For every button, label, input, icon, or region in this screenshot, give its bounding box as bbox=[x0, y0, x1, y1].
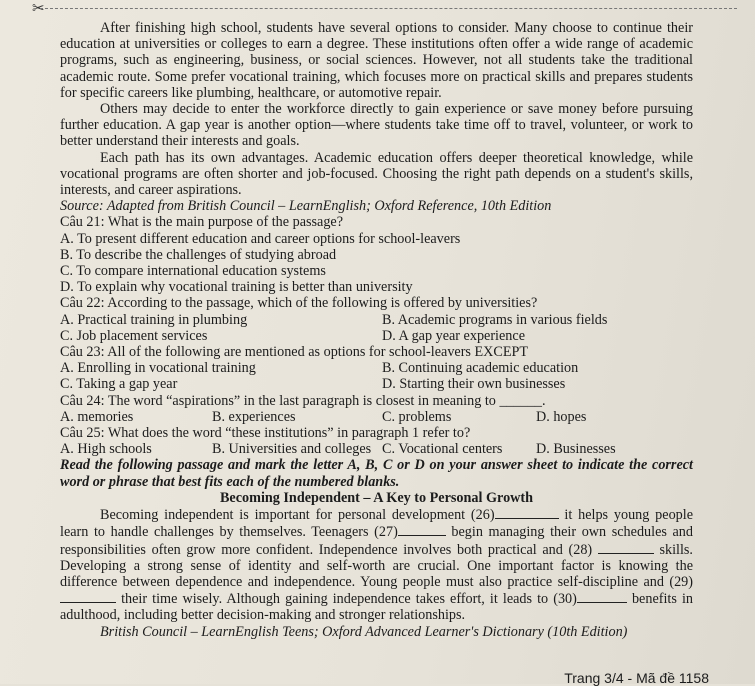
passage2-text: skills. Developing a strong sense of identity and self-worth are crucial. One important factor is knowing the difference between dependence and independence. Young people must also practice self-discipline and (29) bbox=[60, 541, 693, 590]
answer-option[interactable]: B. To describe the challenges of studying abroad bbox=[60, 246, 337, 263]
answer-option[interactable]: D. Businesses bbox=[536, 441, 616, 458]
answer-option[interactable]: C. Job placement services bbox=[60, 327, 208, 344]
question-stem: Câu 25: What does the word “these institutions” in paragraph 1 refer to? bbox=[60, 425, 471, 442]
answer-option[interactable]: C. Taking a gap year bbox=[60, 376, 178, 393]
answer-option[interactable]: A. To present different education and career options for school-leavers bbox=[60, 230, 461, 247]
answer-option[interactable]: B. Academic programs in various fields bbox=[382, 311, 608, 328]
passage2-title: Becoming Independent – A Key to Personal Growth bbox=[219, 489, 534, 506]
answer-option[interactable]: A. High schools bbox=[60, 441, 152, 458]
question-stem: Câu 21: What is the main purpose of the passage? bbox=[60, 214, 344, 231]
blank-27[interactable] bbox=[398, 523, 446, 536]
passage1-paragraph-2: Others may decide to enter the workforce directly to gain experience or save money before pursuing further education. A gap year is another option—where students take time off to travel, volunteer, or work to better understand their interests and goals. bbox=[60, 101, 693, 150]
section-instruction: Read the following passage and mark the letter A, B, C or D on your answer sheet to indicate the correct word or phrase that best fits each of the numbered blanks. bbox=[60, 457, 693, 490]
question-stem: Câu 23: All of the following are mentioned as options for school-leavers EXCEPT bbox=[60, 344, 529, 361]
answer-option[interactable]: D. hopes bbox=[536, 408, 587, 425]
question-25 bbox=[60, 425, 693, 457]
question-stem: Câu 24: The word “aspirations” in the last paragraph is closest in meaning to ______. bbox=[60, 392, 546, 409]
answer-option[interactable]: C. problems bbox=[382, 408, 452, 425]
question-22 bbox=[60, 295, 693, 344]
answer-option[interactable]: D. A gap year experience bbox=[382, 327, 525, 344]
scissors-icon: ✂ bbox=[32, 0, 45, 17]
passage2-text: it helps young people learn to handle challenges by themselves. Teenagers (27) bbox=[60, 507, 693, 541]
passage2-source: British Council – LearnEnglish Teens; Oxford Advanced Learner's Dictionary (10th Edition) bbox=[100, 623, 628, 640]
passage1-source: Source: Adapted from British Council – LearnEnglish; Oxford Reference, 10th Edition bbox=[60, 198, 552, 215]
question-24 bbox=[60, 393, 693, 425]
answer-option[interactable]: B. experiences bbox=[212, 408, 296, 425]
answer-option[interactable]: B. Universities and colleges bbox=[212, 441, 372, 458]
question-stem: Câu 22: According to the passage, which of the following is offered by universities? bbox=[60, 295, 538, 312]
blank-26[interactable] bbox=[495, 506, 559, 519]
passage2-text: their time wisely. Although gaining independence takes effort, it leads to (30) bbox=[116, 591, 577, 608]
answer-option[interactable]: B. Continuing academic education bbox=[382, 360, 579, 377]
page-footer: Trang 3/4 - Mã đề 1158 bbox=[564, 669, 709, 686]
question-21 bbox=[60, 214, 693, 295]
blank-29[interactable] bbox=[60, 590, 116, 603]
answer-option[interactable]: A. Practical training in plumbing bbox=[60, 311, 248, 328]
blank-30[interactable] bbox=[577, 590, 627, 603]
answer-option[interactable]: D. To explain why vocational training is better than university bbox=[60, 279, 413, 296]
blank-28[interactable] bbox=[598, 541, 654, 554]
passage2-text: benefits in adulthood, including better decision-making and stronger relationships. bbox=[60, 591, 693, 624]
answer-option[interactable]: C. Vocational centers bbox=[382, 441, 503, 458]
answer-option[interactable]: A. Enrolling in vocational training bbox=[60, 360, 256, 377]
answer-option[interactable]: A. memories bbox=[60, 408, 134, 425]
answer-option[interactable]: C. To compare international education systems bbox=[60, 263, 326, 280]
passage2-text: begin managing their own schedules and responsibilities often grow more confident. Independence involves both practical and (28) bbox=[60, 524, 693, 558]
question-23 bbox=[60, 344, 693, 393]
passage2-paragraph bbox=[60, 506, 693, 623]
passage1-paragraph-3: Each path has its own advantages. Academic education offers deeper theoretical knowledge, while vocational programs are often shorter and job-focused. Choosing the right path depends on a student's skills, interests, and career aspirations. bbox=[60, 149, 693, 199]
passage2-text: Becoming independent is important for personal development (26) bbox=[100, 507, 495, 524]
cut-line bbox=[40, 8, 737, 9]
answer-option[interactable]: D. Starting their own businesses bbox=[382, 376, 566, 393]
passage1-paragraph-1: After finishing high school, students have several options to consider. Many choose to continue their education at universities or colleges to earn a degree. These institutions often offer a wide range of academic programs, such as engineering, business, or social sciences. However, not all students take the traditional academic route. Some prefer vocational training, which focuses more on practical skills and prepares students for specific careers like plumbing, healthcare, or automotive repair. bbox=[60, 20, 693, 101]
